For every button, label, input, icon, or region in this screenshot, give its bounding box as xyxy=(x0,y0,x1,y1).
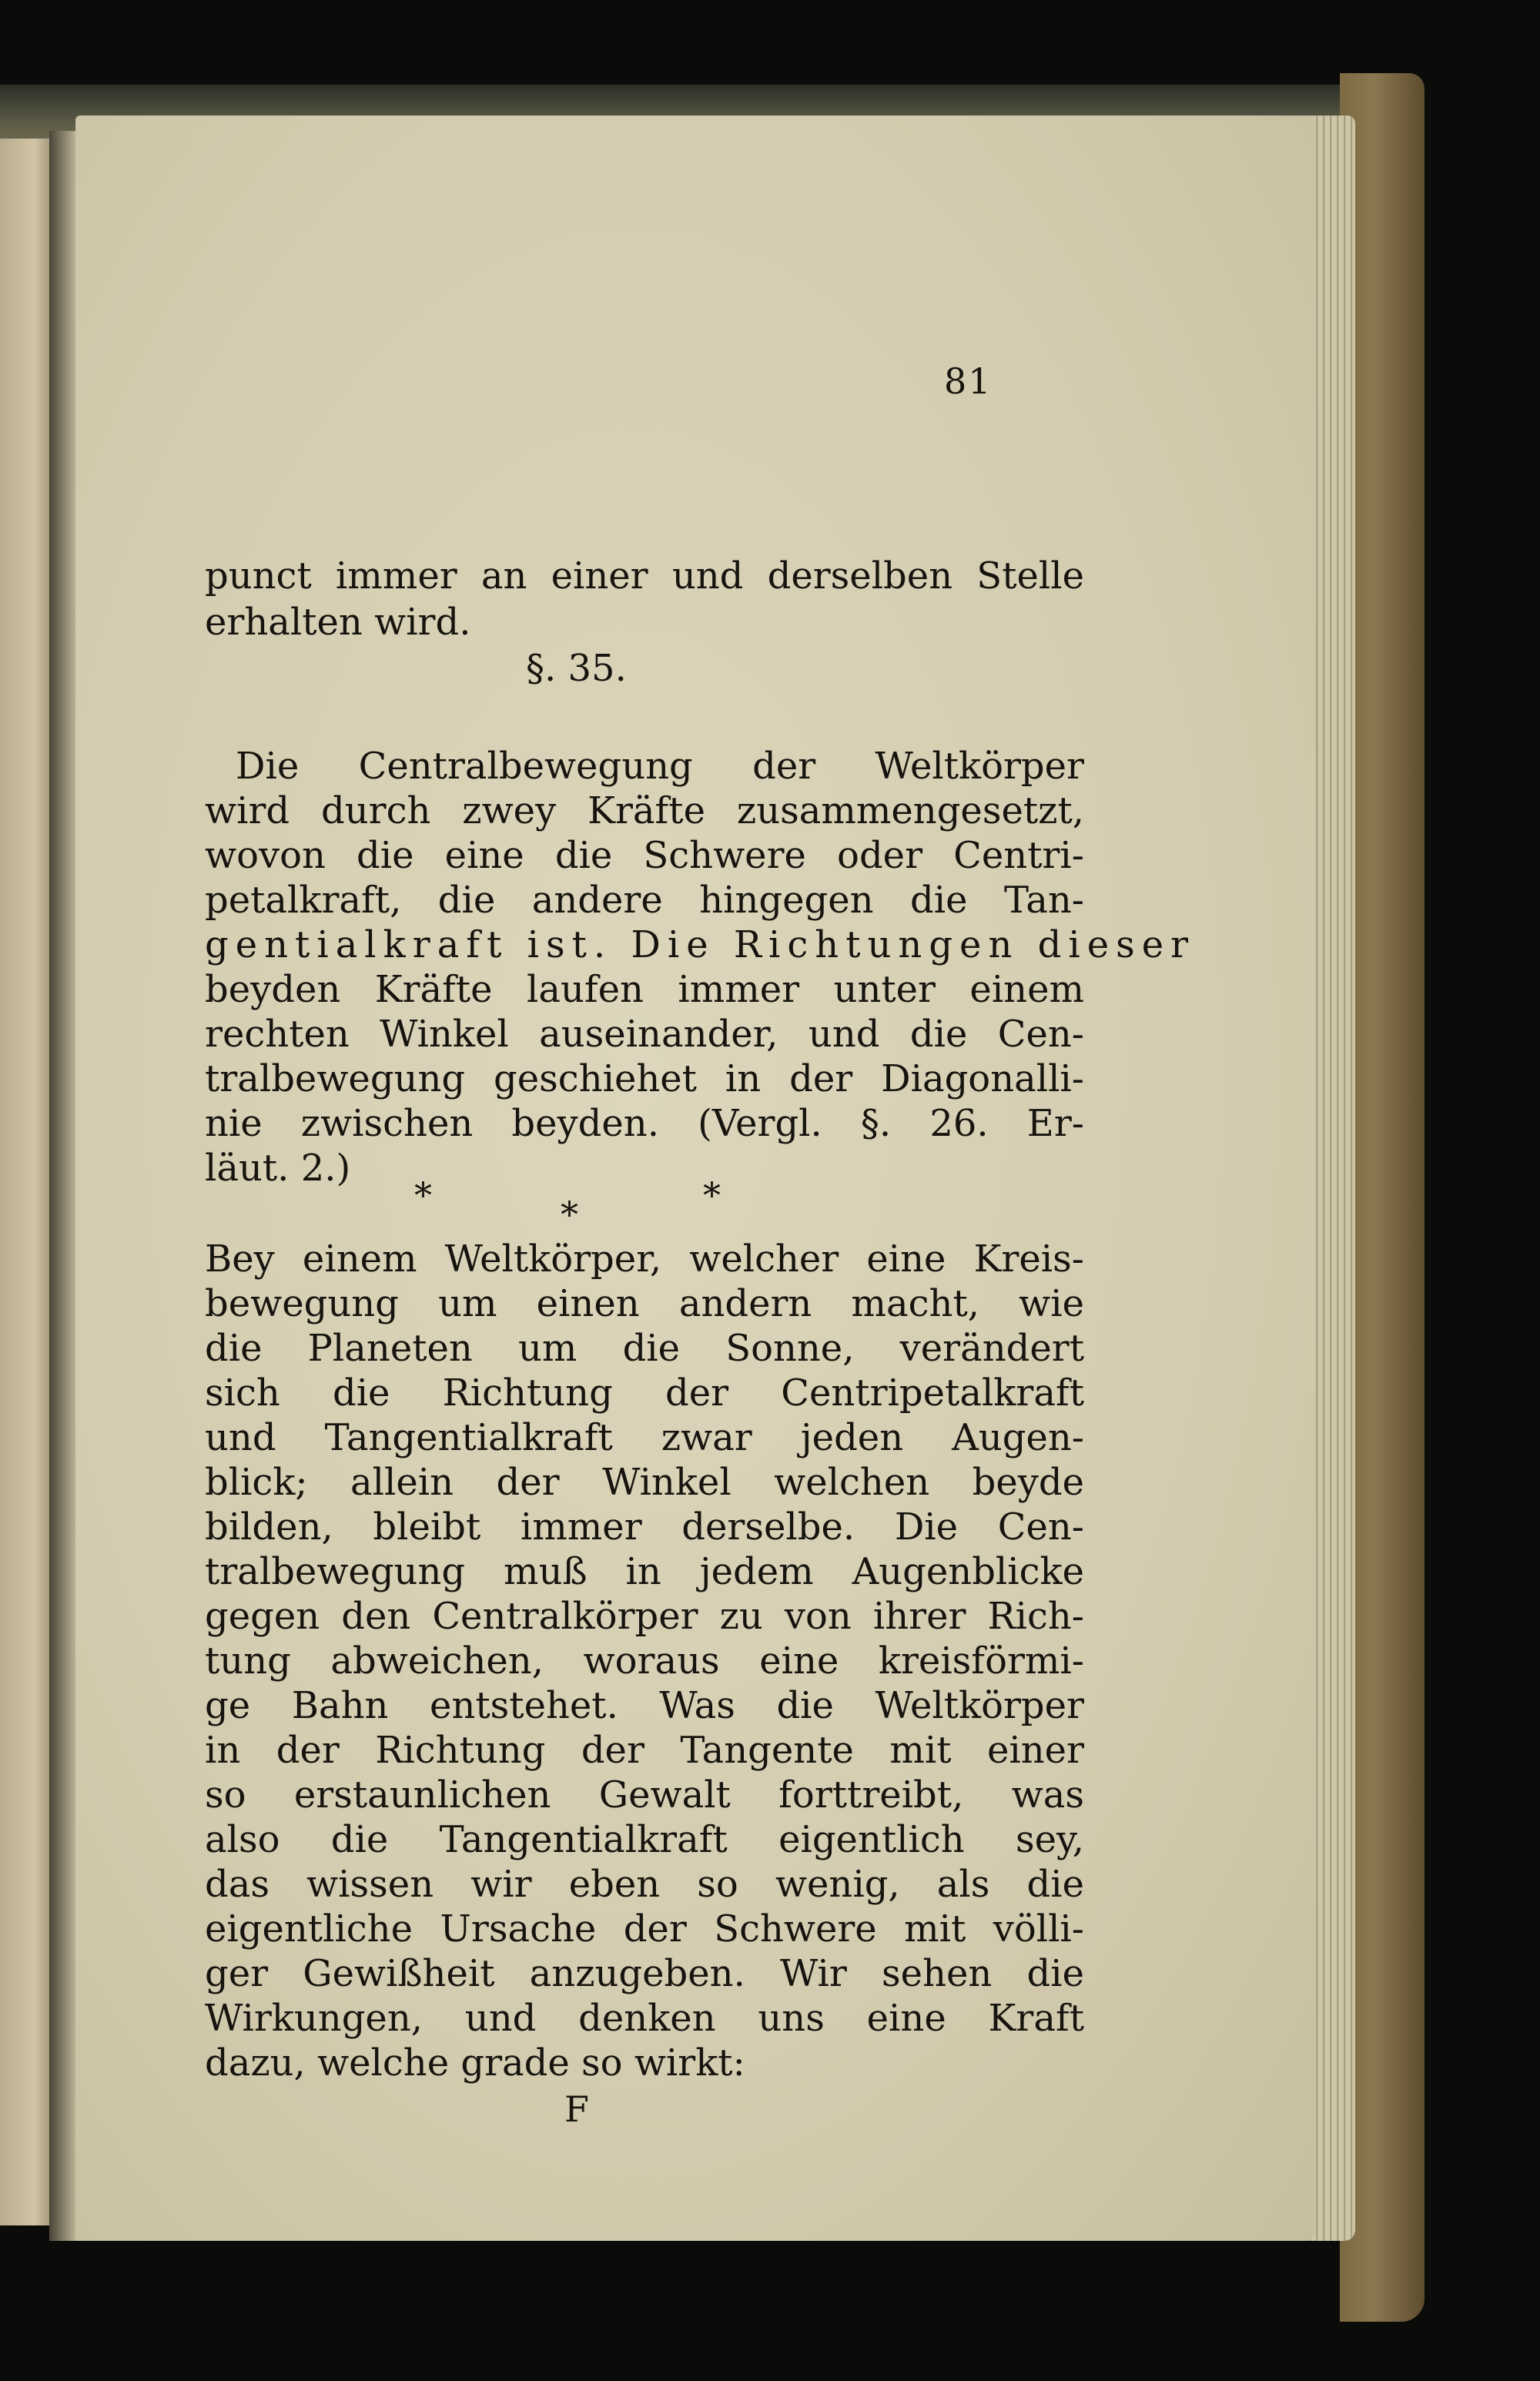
text-line: bilden, bleibt immer derselbe. Die Cen- xyxy=(205,1505,1084,1549)
text-line: läut. 2.) xyxy=(205,1147,351,1190)
page-number: 81 xyxy=(944,360,993,402)
separator-star: * xyxy=(703,1174,721,1216)
text-line: und Tangentialkraft zwar jeden Augen- xyxy=(205,1416,1084,1459)
separator-star: * xyxy=(561,1194,578,1235)
text-line: nie zwischen beyden. (Vergl. §. 26. Er- xyxy=(205,1102,1084,1145)
text-line: ger Gewißheit anzugeben. Wir sehen die xyxy=(205,1952,1084,1995)
text-line: rechten Winkel auseinander, und die Cen- xyxy=(205,1013,1084,1056)
text-line: bewegung um einen andern macht, wie xyxy=(205,1282,1084,1325)
text-line: Bey einem Weltkörper, welcher eine Kreis- xyxy=(205,1237,1084,1281)
signature-mark: F xyxy=(564,2088,589,2130)
text-line: punct immer an einer und derselben Stelle xyxy=(205,554,1084,598)
text-line: das wissen wir eben so wenig, als die xyxy=(205,1863,1084,1906)
text-line: tralbewegung muß in jedem Augenblicke xyxy=(205,1550,1084,1593)
text-line: in der Richtung der Tangente mit einer xyxy=(205,1729,1084,1772)
section-heading: §. 35. xyxy=(526,647,627,690)
text-line: gentialkraft ist. Die Richtungen dieser xyxy=(205,923,1196,966)
text-line: Wirkungen, und denken uns eine Kraft xyxy=(205,1997,1084,2040)
text-line: eigentliche Ursache der Schwere mit völli- xyxy=(205,1907,1084,1951)
text-line: wovon die eine die Schwere oder Centri- xyxy=(205,834,1084,877)
text-line: erhalten wird. xyxy=(205,601,471,644)
text-line: Die Centralbewegung der Weltkörper xyxy=(236,745,1084,788)
book-page xyxy=(75,116,1315,2241)
text-line: gegen den Centralkörper zu von ihrer Rich- xyxy=(205,1595,1084,1638)
text-line: ge Bahn entstehet. Was die Weltkörper xyxy=(205,1684,1084,1727)
text-line: beyden Kräfte laufen immer unter einem xyxy=(205,968,1084,1011)
text-line: petalkraft, die andere hingegen die Tan- xyxy=(205,879,1084,922)
text-line: also die Tangentialkraft eigentlich sey, xyxy=(205,1818,1084,1861)
book-gutter xyxy=(49,131,79,2241)
text-line: die Planeten um die Sonne, verändert xyxy=(205,1327,1084,1370)
text-line: blick; allein der Winkel welchen beyde xyxy=(205,1461,1084,1504)
text-line: dazu, welche grade so wirkt: xyxy=(205,2041,745,2085)
text-line: wird durch zwey Kräfte zusammengesetzt, xyxy=(205,789,1084,832)
text-line: tralbewegung geschiehet in der Diagonalli- xyxy=(205,1057,1084,1100)
text-line: tung abweichen, woraus eine kreisförmi- xyxy=(205,1639,1084,1683)
text-line: sich die Richtung der Centripetalkraft xyxy=(205,1371,1084,1415)
text-line: so erstaunlichen Gewalt forttreibt, was xyxy=(205,1773,1084,1817)
previous-page-edge xyxy=(0,139,49,2225)
page-text xyxy=(75,116,1315,2241)
separator-star: * xyxy=(414,1174,432,1216)
